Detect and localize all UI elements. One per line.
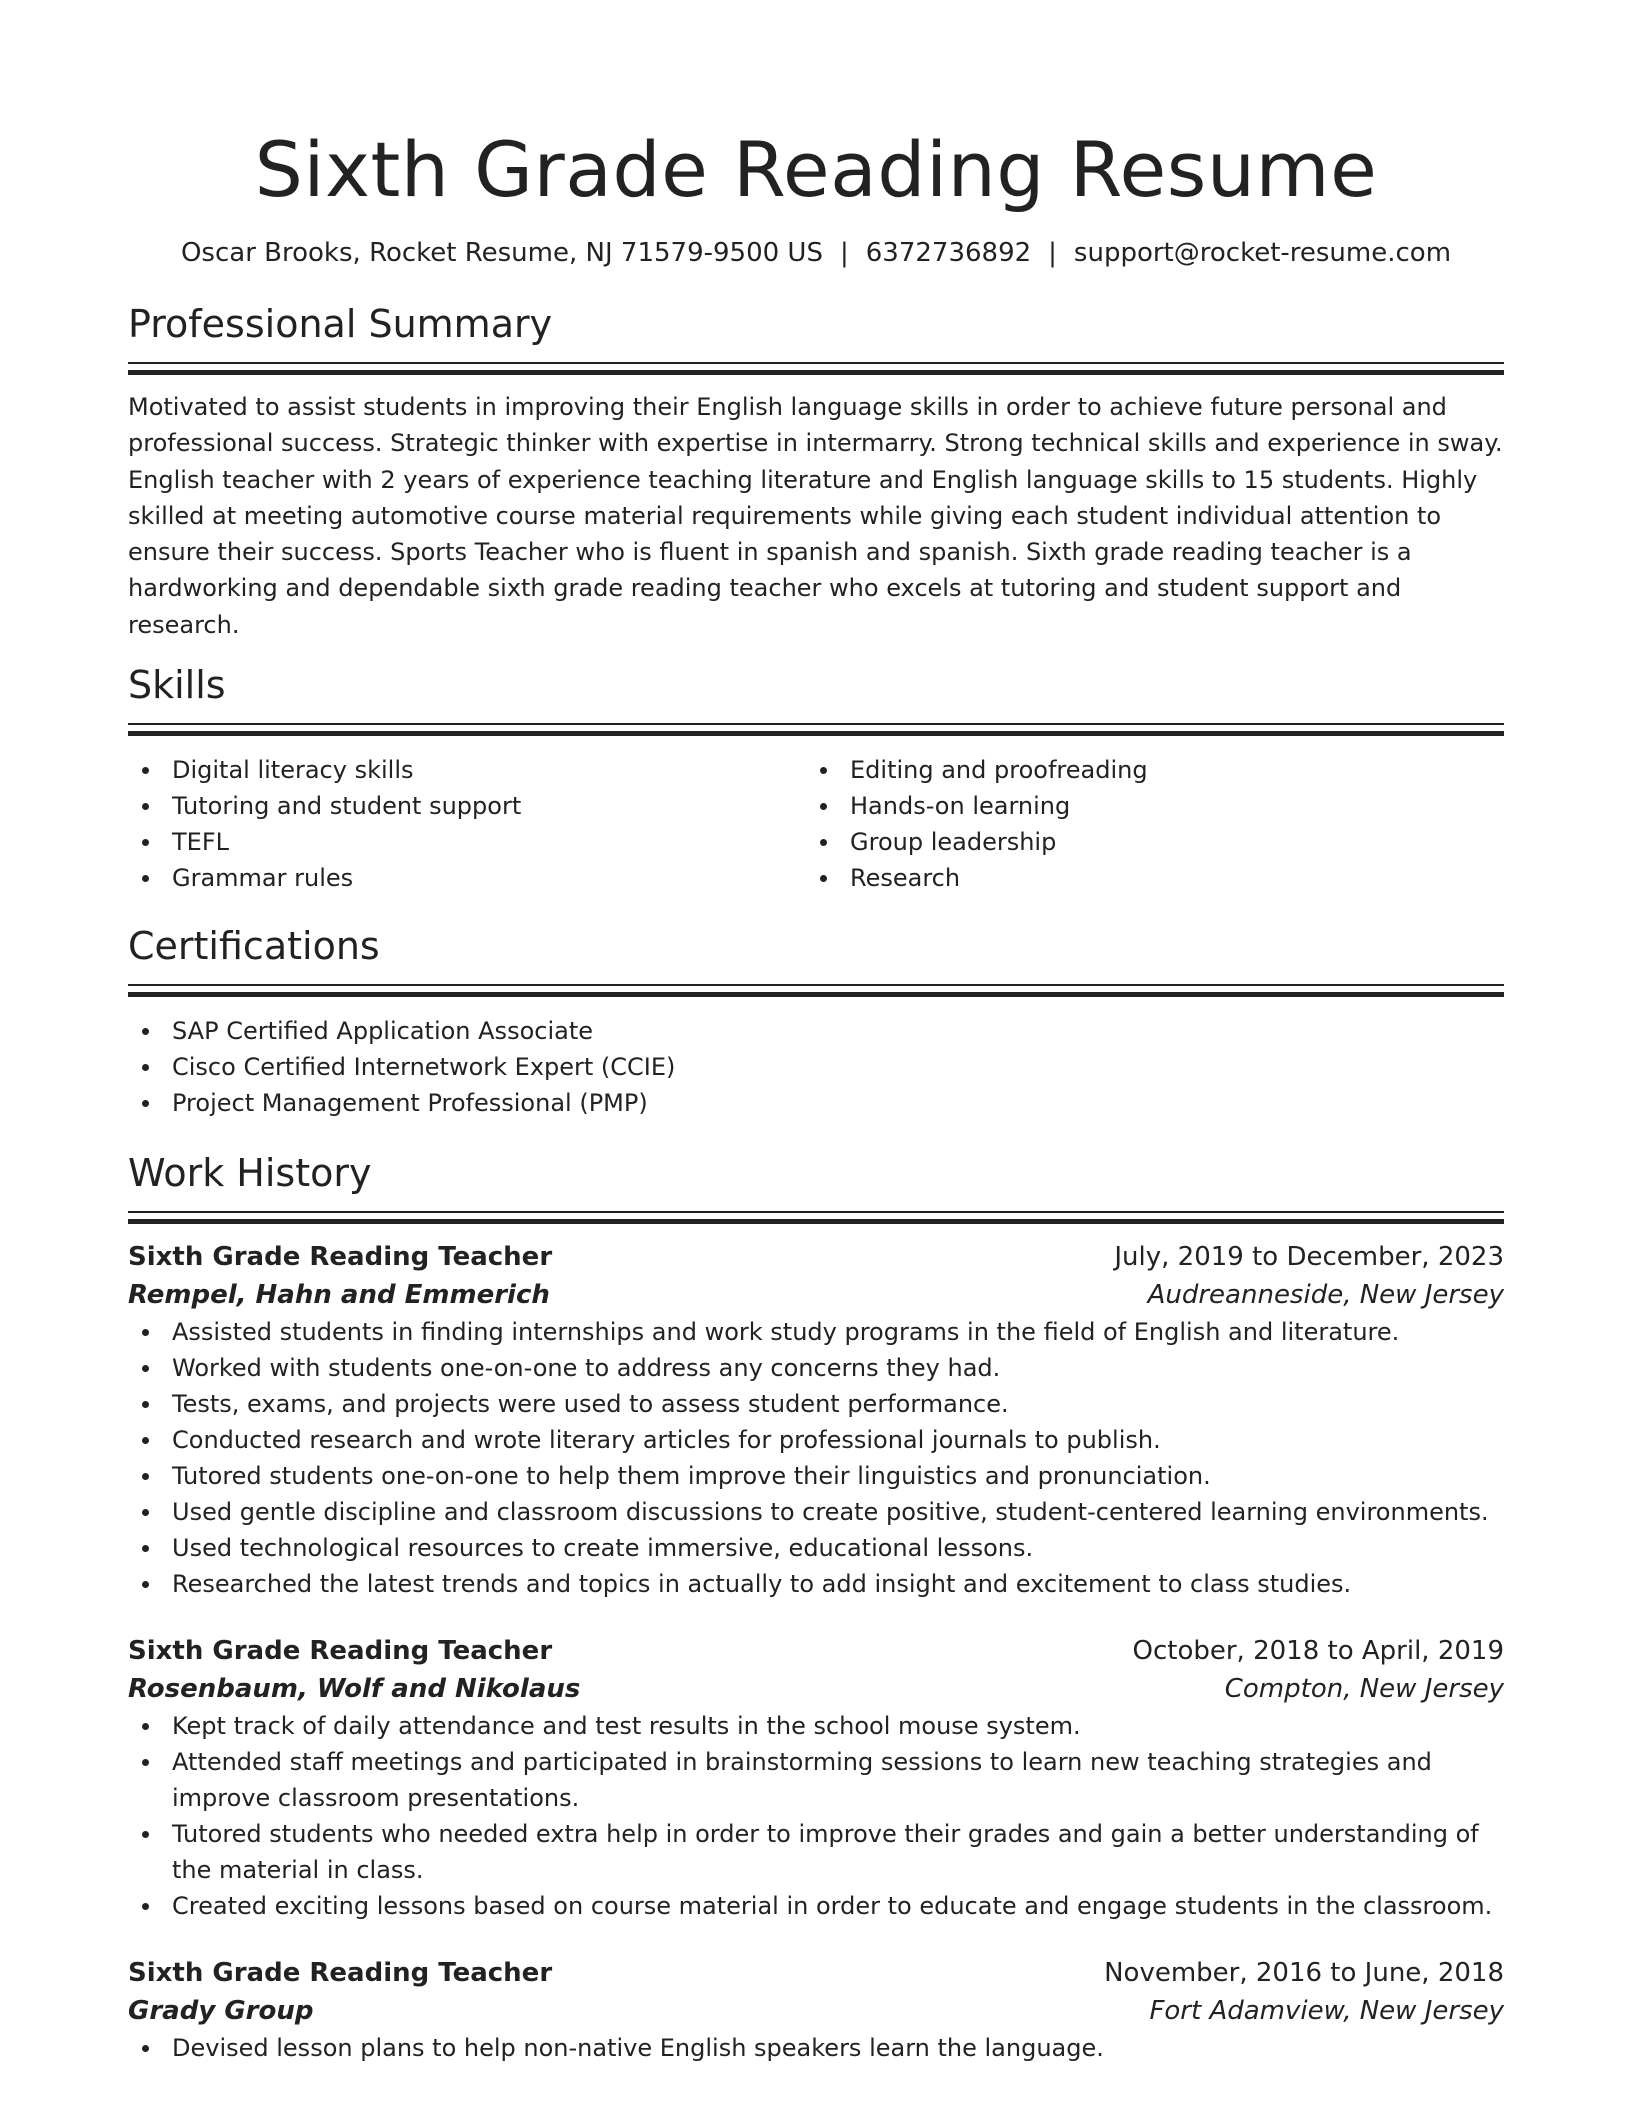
job-duties: [128, 1314, 1504, 1602]
job-entry: [128, 1954, 1504, 2066]
certifications-section: [128, 922, 1504, 1121]
job-duty-item: Devised lesson plans to help non-native English speakers learn the language.: [128, 2030, 1504, 2066]
section-divider: [128, 984, 1504, 999]
job-subheader: [128, 1670, 1504, 1708]
job-location: Fort Adamview, New Jersey: [1149, 1996, 1504, 2027]
skill-item: Hands-on learning: [806, 788, 1484, 824]
certification-item: Project Management Professional (PMP): [128, 1085, 1504, 1121]
certification-item: SAP Certified Application Associate: [128, 1013, 1504, 1049]
job-dates: November, 2016 to June, 2018: [1104, 1958, 1504, 1989]
job-header: [128, 1954, 1504, 1992]
job-dates: October, 2018 to April, 2019: [1132, 1636, 1504, 1667]
skills-heading: Skills: [128, 663, 226, 708]
skills-right-column: [806, 752, 1484, 896]
skill-item: Editing and proofreading: [806, 752, 1484, 788]
skills-section: [128, 661, 1504, 896]
skill-item: TEFL: [128, 824, 806, 860]
summary-section: [128, 300, 1504, 643]
job-company: Rosenbaum, Wolf and Nikolaus: [128, 1674, 581, 1705]
section-divider: [128, 723, 1504, 738]
certification-item: Cisco Certified Internetwork Expert (CCIE): [128, 1049, 1504, 1085]
job-dates: July, 2019 to December, 2023: [1114, 1242, 1504, 1273]
job-duty-item: Tutored students one-on-one to help them improve their linguistics and pronunciation.: [128, 1458, 1504, 1494]
job-duty-item: Worked with students one-on-one to address any concerns they had.: [128, 1350, 1504, 1386]
job-duty-item: Tutored students who needed extra help in order to improve their grades and gain a better understanding of the material in class.: [128, 1816, 1504, 1888]
job-title: Sixth Grade Reading Teacher: [128, 1958, 553, 1989]
skill-item: Grammar rules: [128, 860, 806, 896]
job-location: Audreanneside, New Jersey: [1147, 1280, 1504, 1311]
summary-text: Motivated to assist students in improving their English language skills in order to achieve future personal and professional success. Strategic thinker with expertise in intermarry. Strong technical skills and experience in sway. English teacher with 2 years of experience teaching literature and English language skills to 15 students. Highly skilled at meeting automotive course material requirements while giving each student individual attention to ensure their success. Sports Teacher who is fluent in spanish and spanish. Sixth grade reading teacher is a hardworking and dependable sixth grade reading teacher who excels at tutoring and student support and research.: [128, 393, 1503, 639]
job-duty-item: Researched the latest trends and topics in actually to add insight and excitement to class studies.: [128, 1566, 1504, 1602]
skill-item: Digital literacy skills: [128, 752, 806, 788]
summary-heading: Professional Summary: [128, 302, 553, 346]
section-divider: [128, 1211, 1504, 1226]
job-location: Compton, New Jersey: [1224, 1674, 1504, 1705]
contact-email: support@rocket-resume.com: [1073, 238, 1452, 268]
job-duty-item: Conducted research and wrote literary articles for professional journals to publish.: [128, 1422, 1504, 1458]
job-duty-item: Kept track of daily attendance and test results in the school mouse system.: [128, 1708, 1504, 1744]
contact-line: [128, 236, 1504, 270]
job-title: Sixth Grade Reading Teacher: [128, 1242, 553, 1273]
job-duty-item: Attended staff meetings and participated in brainstorming sessions to learn new teaching strategies and improve classroom presentations.: [128, 1744, 1504, 1816]
job-duty-item: Used gentle discipline and classroom discussions to create positive, student-centered learning environments.: [128, 1494, 1504, 1530]
contact-address: Oscar Brooks, Rocket Resume, NJ 71579-9500 US: [180, 238, 823, 268]
section-divider: [128, 362, 1504, 377]
skills-grid: [128, 752, 1504, 896]
contact-phone: 6372736892: [865, 238, 1032, 268]
job-company: Grady Group: [128, 1996, 314, 2027]
certifications-list: [128, 1013, 1504, 1121]
skill-item: Group leadership: [806, 824, 1484, 860]
skill-item: Research: [806, 860, 1484, 896]
job-header: [128, 1238, 1504, 1276]
job-duty-item: Created exciting lessons based on course material in order to educate and engage students in the classroom.: [128, 1888, 1504, 1924]
resume-title: Sixth Grade Reading Resume: [254, 125, 1378, 214]
job-subheader: [128, 1992, 1504, 2030]
job-duties: [128, 1708, 1504, 1924]
contact-separator: |: [1048, 238, 1057, 268]
work-history-heading: Work History: [128, 1151, 372, 1196]
job-duties: [128, 2030, 1504, 2066]
job-duty-item: Tests, exams, and projects were used to assess student performance.: [128, 1386, 1504, 1422]
job-entry: [128, 1238, 1504, 1602]
work-history-section: [128, 1149, 1504, 2066]
job-title: Sixth Grade Reading Teacher: [128, 1636, 553, 1667]
job-duty-item: Used technological resources to create immersive, educational lessons.: [128, 1530, 1504, 1566]
job-subheader: [128, 1276, 1504, 1314]
resume-page: [128, 0, 1504, 2066]
certifications-heading: Certifications: [128, 924, 380, 969]
job-duty-item: Assisted students in finding internships and work study programs in the field of English and literature.: [128, 1314, 1504, 1350]
job-entry: [128, 1632, 1504, 1924]
skill-item: Tutoring and student support: [128, 788, 806, 824]
job-company: Rempel, Hahn and Emmerich: [128, 1280, 550, 1311]
contact-separator: |: [839, 238, 849, 268]
skills-left-column: [128, 752, 806, 896]
job-header: [128, 1632, 1504, 1670]
